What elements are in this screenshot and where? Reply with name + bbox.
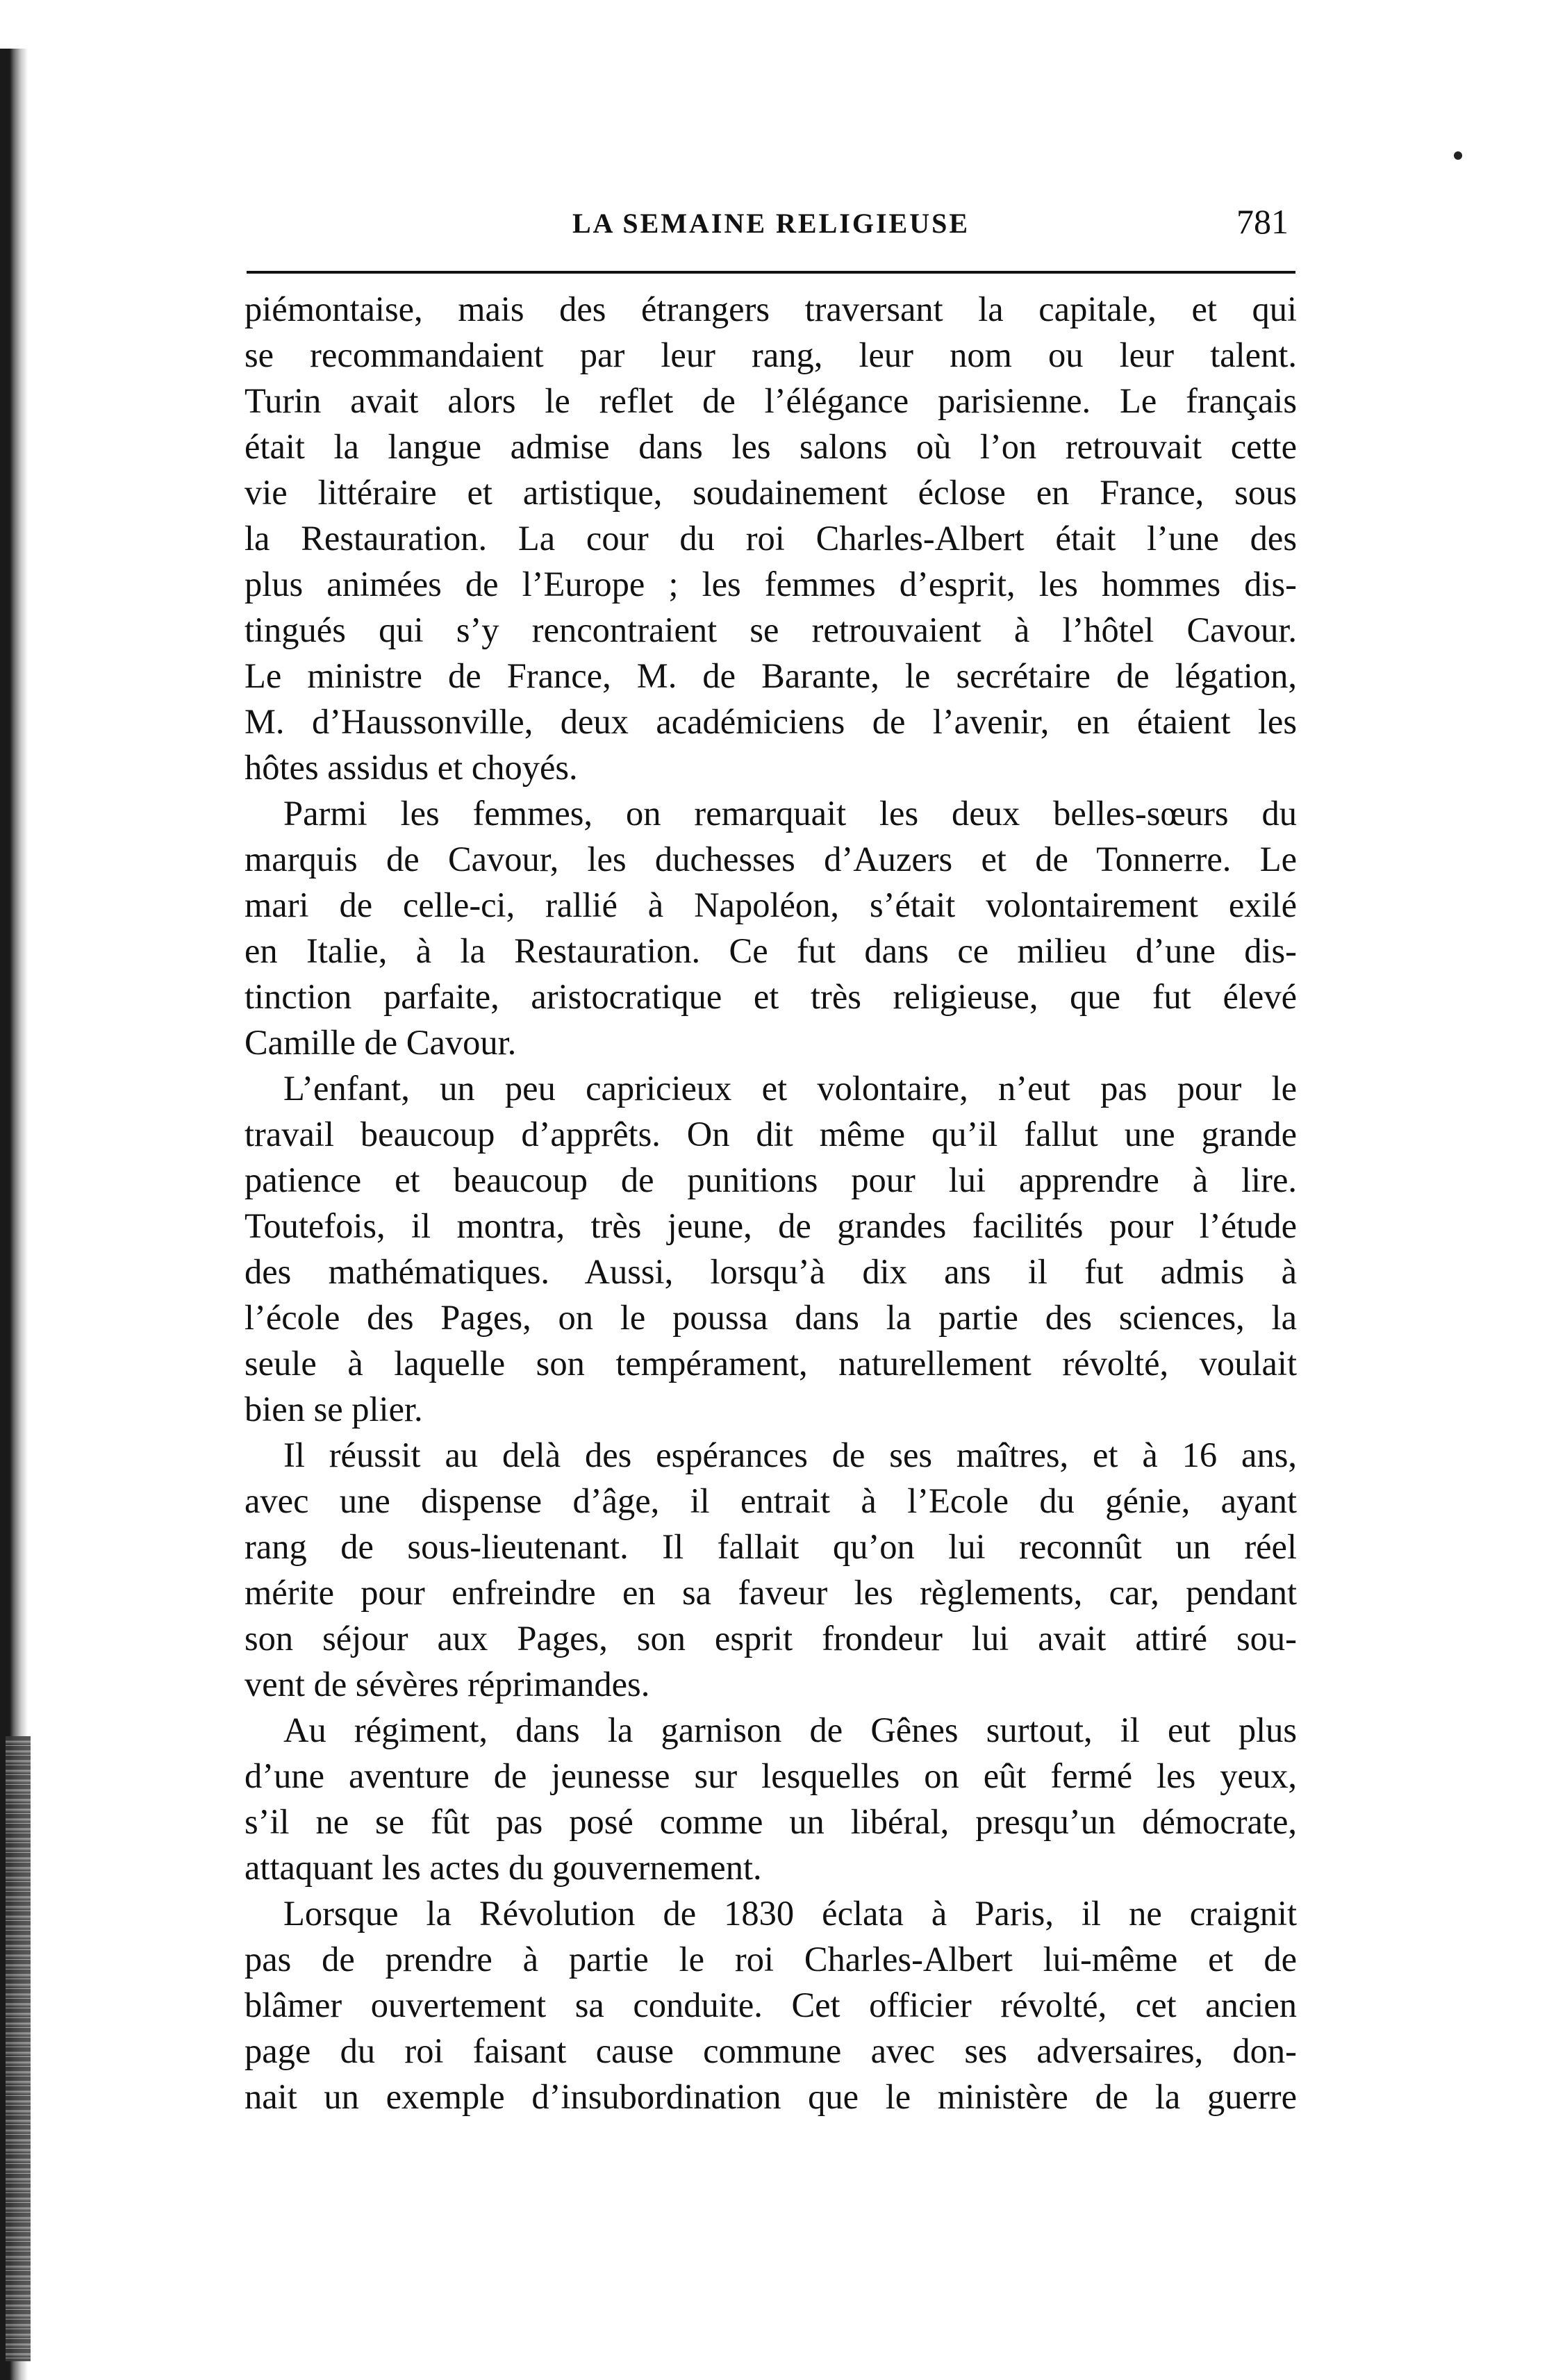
text-line: Camille de Cavour. xyxy=(245,1023,517,1062)
text-line: marquis de Cavour, les duchesses d’Auzers et de Tonnerre. Le xyxy=(245,840,1297,879)
body-text xyxy=(245,286,1297,2120)
text-line: était la langue admise dans les salons où l’on retrouvait cette xyxy=(245,427,1297,466)
text-line: Turin avait alors le reflet de l’élégance parisienne. Le français xyxy=(245,381,1297,420)
text-line: vent de sévères réprimandes. xyxy=(245,1665,650,1704)
binding-texture xyxy=(6,1736,31,2361)
paragraph-start-line: Parmi les femmes, on remarquait les deux belles-sœurs du xyxy=(283,794,1297,833)
paragraph-start-line: Il réussit au delà des espérances de ses maîtres, et à 16 ans, xyxy=(283,1436,1297,1474)
text-line: avec une dispense d’âge, il entrait à l’Ecole du génie, ayant xyxy=(245,1481,1297,1520)
text-line: bien se plier. xyxy=(245,1390,423,1429)
text-line: Le ministre de France, M. de Barante, le secrétaire de légation, xyxy=(245,656,1297,695)
text-line: blâmer ouvertement sa conduite. Cet officier révolté, cet ancien xyxy=(245,1986,1297,2024)
text-line: pas de prendre à partie le roi Charles-Albert lui-même et de xyxy=(245,1940,1297,1979)
text-line: son séjour aux Pages, son esprit frondeur lui avait attiré sou- xyxy=(245,1619,1297,1658)
text-line: piémontaise, mais des étrangers traversant la capitale, et qui xyxy=(245,290,1297,328)
text-line: mari de celle-ci, rallié à Napoléon, s’était volontairement exilé xyxy=(245,885,1297,924)
text-line: d’une aventure de jeunesse sur lesquelles on eût fermé les yeux, xyxy=(245,1756,1297,1795)
text-line: seule à laquelle son tempérament, naturellement révolté, voulait xyxy=(245,1344,1297,1383)
paragraph-start-line: L’enfant, un peu capricieux et volontaire, n’eut pas pour le xyxy=(283,1069,1297,1108)
page-number: 781 xyxy=(1236,202,1289,241)
text-line: l’école des Pages, on le poussa dans la partie des sciences, la xyxy=(245,1298,1297,1337)
text-line: rang de sous-lieutenant. Il fallait qu’on lui reconnût un réel xyxy=(245,1527,1297,1566)
text-line: plus animées de l’Europe ; les femmes d’esprit, les hommes dis- xyxy=(245,565,1297,604)
text-line: M. d’Haussonville, deux académiciens de l’avenir, en étaient les xyxy=(245,702,1297,741)
text-line: tinction parfaite, aristocratique et très religieuse, que fut élevé xyxy=(245,977,1297,1016)
running-title: LA SEMAINE RELIGIEUSE xyxy=(572,208,970,239)
text-line: la Restauration. La cour du roi Charles-Albert était l’une des xyxy=(245,519,1297,558)
text-line: s’il ne se fût pas posé comme un libéral, presqu’un démocrate, xyxy=(245,1802,1297,1841)
paragraph-start-line: Lorsque la Révolution de 1830 éclata à Paris, il ne craignit xyxy=(283,1894,1297,1933)
text-line: nait un exemple d’insubordination que le ministère de la guerre xyxy=(245,2077,1297,2116)
text-line: tingués qui s’y rencontraient se retrouvaient à l’hôtel Cavour. xyxy=(245,610,1297,649)
text-line: patience et beaucoup de punitions pour lui apprendre à lire. xyxy=(245,1160,1297,1199)
text-line: en Italie, à la Restauration. Ce fut dans ce milieu d’une dis- xyxy=(245,931,1297,970)
page-header xyxy=(247,201,1295,257)
text-line: mérite pour enfreindre en sa faveur les règlements, car, pendant xyxy=(245,1573,1297,1612)
text-line: travail beaucoup d’apprêts. On dit même qu’il fallut une grande xyxy=(245,1115,1297,1154)
text-line: attaquant les actes du gouvernement. xyxy=(245,1848,762,1887)
header-rule xyxy=(247,271,1295,274)
text-line: Toutefois, il montra, très jeune, de grandes facilités pour l’étude xyxy=(245,1206,1297,1245)
paragraph-start-line: Au régiment, dans la garnison de Gênes surtout, il eut plus xyxy=(283,1711,1297,1749)
text-line: hôtes assidus et choyés. xyxy=(245,748,578,787)
text-line: vie littéraire et artistique, soudainement éclose en France, sous xyxy=(245,473,1297,512)
text-line: se recommandaient par leur rang, leur nom ou leur talent. xyxy=(245,335,1297,374)
ink-dot xyxy=(1454,151,1462,160)
text-line: page du roi faisant cause commune avec ses adversaires, don- xyxy=(245,2031,1297,2070)
text-line: des mathématiques. Aussi, lorsqu’à dix ans il fut admis à xyxy=(245,1252,1297,1291)
